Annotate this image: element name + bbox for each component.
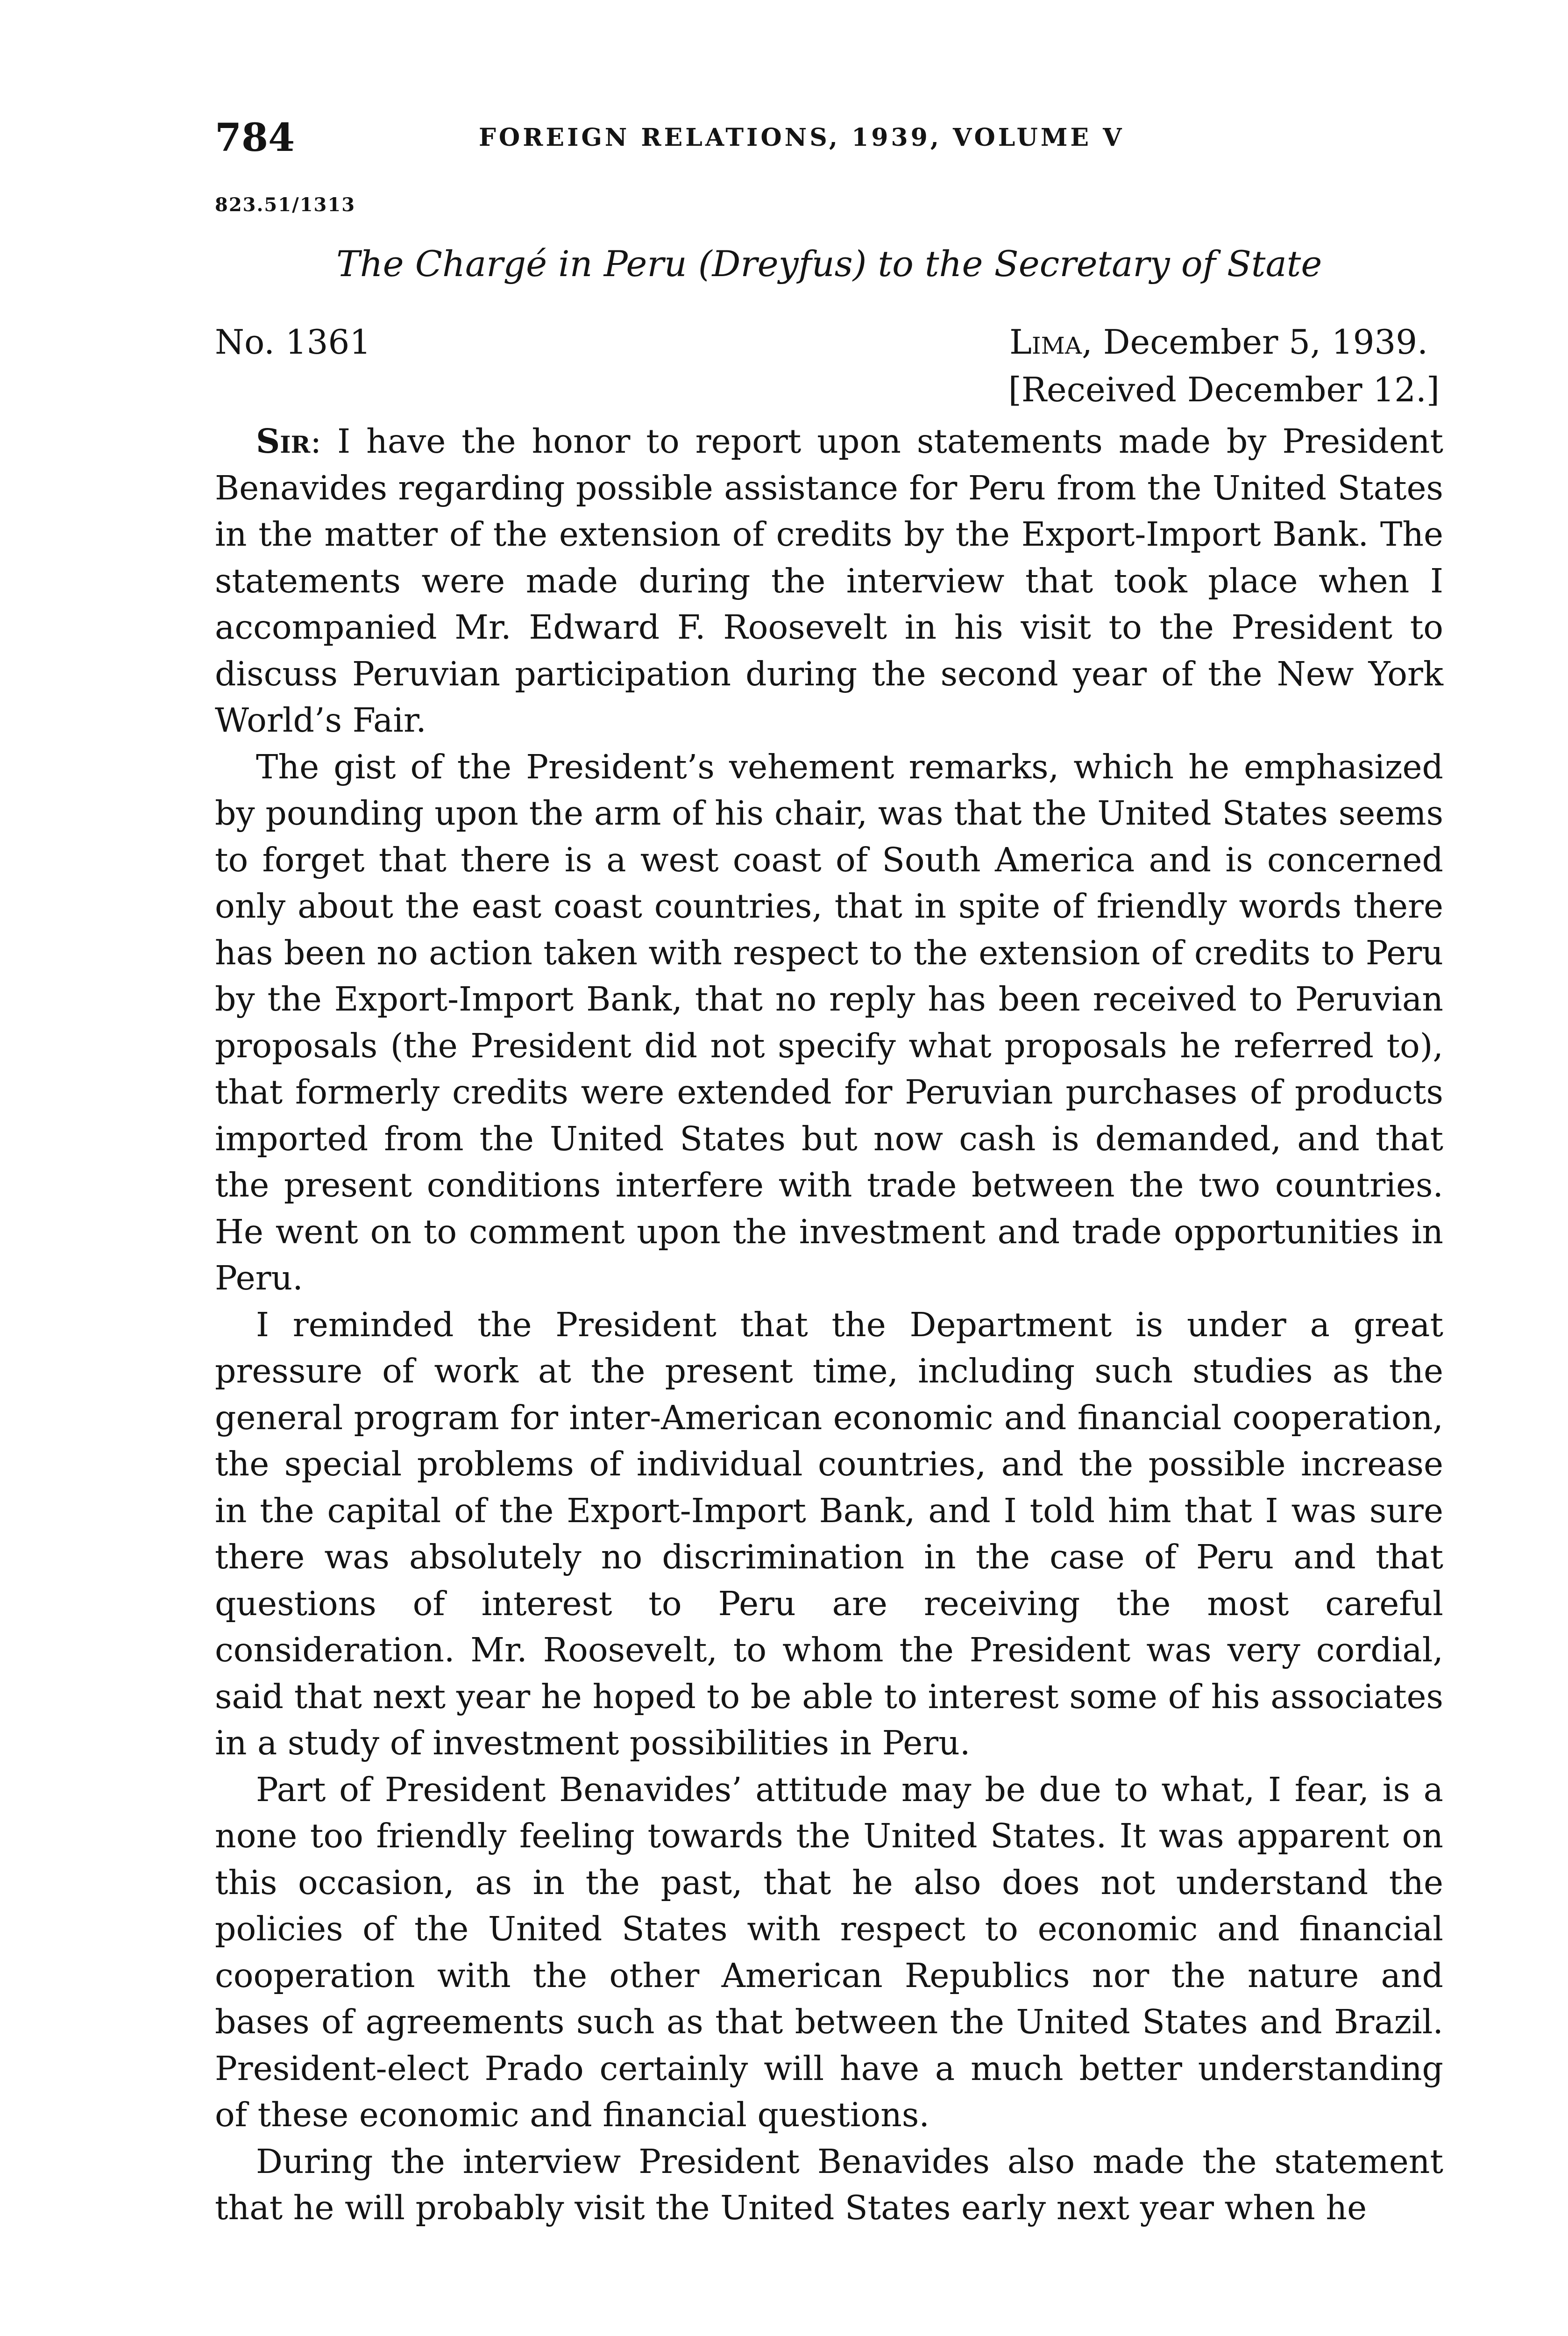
paragraph: During the interview President Benavides also made the statement that he will probably visit the United States early next year when he <box>215 2142 1443 2227</box>
salutation: Sir <box>256 421 311 461</box>
paragraph: I reminded the President that the Department is under a great pressure of work at the present time, including such studies as the general program for inter-American economic and financial cooperation, the special problems of individual countries, and the possible increase in the capital of the Export-Import Bank, and I told him that I was sure there was absolutely no discrimination in the case of Peru and that questions of interest to Peru are receiving the most careful consideration. Mr. Roosevelt, to whom the President was very cordial, said that next year he hoped to be able to interest some of his associates in a study of investment possibilities in Peru. <box>215 1305 1443 1762</box>
page-header <box>215 112 1448 164</box>
paragraph <box>215 418 1443 744</box>
paragraph-text: : I have the honor to report upon statements made by President Benavides regarding possible assistance for Peru from the United States in the matter of the extension of credits by the Export-Import Bank. The statements were made during the interview that took place when I accompanied Mr. Edward F. Roosevelt in his visit to the President to discuss Peruvian participation during the second year of the New York World’s Fair. <box>215 422 1443 740</box>
file-number: 823.51/1313 <box>215 194 356 216</box>
page-number: 784 <box>215 115 295 160</box>
dateline <box>1009 322 1428 362</box>
dateline-date: , December 5, 1939. <box>1081 322 1428 362</box>
document-title: The Chargé in Peru (Dreyfus) to the Secretary of State <box>336 243 1322 285</box>
letter-body <box>215 418 1443 2231</box>
running-head: FOREIGN RELATIONS, 1939, VOLUME V <box>479 123 1125 152</box>
dateline-place: Lima <box>1009 322 1082 362</box>
document-number: No. 1361 <box>215 322 371 362</box>
paragraph: The gist of the President’s vehement remarks, which he emphasized by pounding upon the arm of his chair, was that the United States seems to forget that there is a west coast of South America and is concerned only about the east coast countries, that in spite of friendly words there has been no action taken with respect to the extension of credits to Peru by the Export-Import Bank, that no reply has been received to Peruvian proposals (the President did not specify what proposals he referred to), that formerly credits were extended for Peruvian purchases of products imported from the United States but now cash is demanded, and that the present conditions interfere with trade between the two countries. He went on to comment upon the investment and trade opportunities in Peru. <box>215 747 1443 1297</box>
received-note: [Received December 12.] <box>1008 370 1440 409</box>
paragraph: Part of President Benavides’ attitude may be due to what, I fear, is a none too friendly feeling towards the United States. It was apparent on this occasion, as in the past, that he also does not understand the policies of the United States with respect to economic and financial cooperation with the other American Republics nor the nature and bases of agreements such as that between the United States and Brazil. President-elect Prado certainly will have a much better understanding of these economic and financial questions. <box>215 1770 1443 2134</box>
